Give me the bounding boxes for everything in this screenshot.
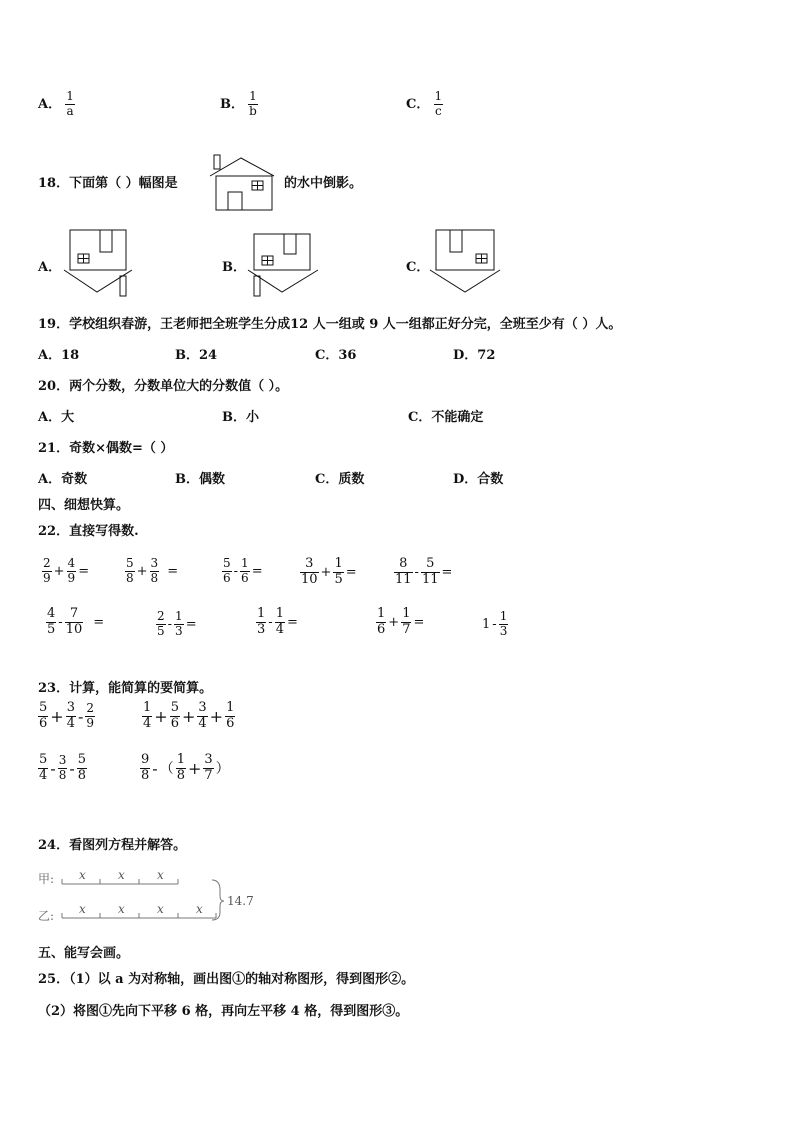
q20-option-b[interactable]: B．小 — [222, 410, 260, 425]
calc-expression: $\frac{8}{11}$ - $\frac{5}{11}$ = — [395, 556, 453, 587]
section-5-heading: 五、能写会画。 — [38, 946, 130, 961]
q19-option-d[interactable]: D．72 — [453, 348, 496, 363]
q19-stem: 19．学校组织春游，王老师把全班学生分成12 人一组或 9 人一组都正好分完，全班至少有（ ）人。 — [38, 317, 622, 332]
q25-line-1: 25．（1）以 a 为对称轴，画出图①的轴对称图形，得到图形②。 — [38, 972, 415, 987]
q18-option-b[interactable]: B． — [222, 260, 246, 275]
x-label: x — [157, 902, 164, 916]
x-label: x — [118, 902, 125, 916]
label-jia: 甲: — [38, 872, 55, 886]
x-label: x — [196, 902, 203, 916]
q19-option-b[interactable]: B．24 — [175, 348, 218, 363]
calc-expression: $\frac{5}{4}$ - $\frac{3}{8}$ - $\frac{5}{8}$ — [39, 752, 87, 783]
calc-expression: 1 - $\frac{1}{3}$ — [482, 609, 508, 638]
fraction: $\frac{1}{b}$ — [249, 89, 257, 118]
q19-option-a[interactable]: A．18 — [38, 348, 80, 363]
fraction: $\frac{1}{a}$ — [66, 89, 74, 118]
total-label: 14.7 — [227, 894, 254, 908]
section-4-heading: 四、细想快算。 — [38, 498, 130, 513]
q19-option-c[interactable]: C．36 — [315, 348, 357, 363]
q17-option-a[interactable]: A． $\frac{1}{a}$ — [38, 89, 74, 118]
q25-line-2: （2）将图①先向下平移 6 格，再向左平移 4 格，得到图形③。 — [38, 1004, 409, 1019]
calc-expression: $\frac{9}{8}$ - （ $\frac{1}{8}$ + $\frac{3}{7}$ ） — [141, 752, 230, 783]
x-label: x — [118, 868, 125, 882]
q18-option-c[interactable]: C． — [406, 260, 430, 275]
house-figure — [210, 154, 276, 212]
x-label: x — [79, 868, 86, 882]
calc-expression: $\frac{5}{6}$ - $\frac{1}{6}$ = — [223, 556, 263, 585]
q24-stem: 24．看图列方程并解答。 — [38, 838, 187, 853]
q17-option-c[interactable]: C． $\frac{1}{c}$ — [406, 89, 443, 118]
q20-stem: 20．两个分数，分数单位大的分数值（ ）。 — [38, 379, 289, 394]
calc-expression: $\frac{1}{6}$ + $\frac{1}{7}$ = — [377, 606, 425, 637]
q21-option-c[interactable]: C．质数 — [315, 472, 365, 487]
q22-stem: 22．直接写得数. — [38, 524, 139, 539]
calc-expression: $\frac{1}{3}$ - $\frac{1}{4}$ = — [257, 606, 298, 637]
q21-option-d[interactable]: D．合数 — [453, 472, 504, 487]
q20-option-a[interactable]: A．大 — [38, 410, 75, 425]
q18-option-a[interactable]: A． — [38, 260, 62, 275]
q18-stem-end: 的水中倒影。 — [284, 176, 363, 191]
reflection-figure-b — [246, 228, 320, 300]
calc-expression: $\frac{3}{10}$ + $\frac{1}{5}$ = — [301, 556, 357, 587]
label-yi: 乙: — [38, 909, 55, 923]
calc-expression: $\frac{1}{4}$ + $\frac{5}{6}$ + $\frac{3}{4}$ + $\frac{1}{6}$ — [143, 700, 235, 731]
calc-expression: $\frac{5}{8}$ + $\frac{3}{8}$ = — [126, 556, 179, 585]
calc-expression: $\frac{5}{6}$ + $\frac{3}{4}$ - $\frac{2}{9}$ — [39, 700, 95, 731]
calc-expression: $\frac{2}{9}$ + $\frac{4}{9}$ = — [43, 556, 90, 585]
q17-option-b[interactable]: B． $\frac{1}{b}$ — [220, 89, 257, 118]
q20-option-c[interactable]: C．不能确定 — [408, 410, 484, 425]
x-label: x — [79, 902, 86, 916]
x-label: x — [157, 868, 164, 882]
q23-stem: 23．计算，能简算的要简算。 — [38, 681, 213, 696]
q21-option-a[interactable]: A．奇数 — [38, 472, 88, 487]
reflection-figure-a — [62, 228, 134, 300]
reflection-figure-c — [428, 228, 502, 300]
calc-expression: $\frac{2}{5}$ - $\frac{1}{3}$ = — [157, 609, 197, 638]
fraction: $\frac{1}{c}$ — [434, 89, 443, 118]
q21-stem: 21．奇数×偶数=（ ） — [38, 441, 174, 456]
calc-expression: $\frac{4}{5}$ - $\frac{7}{10}$ = — [47, 606, 105, 637]
q18-stem: 18．下面第（ ）幅图是 — [38, 176, 178, 191]
q21-option-b[interactable]: B．偶数 — [175, 472, 226, 487]
